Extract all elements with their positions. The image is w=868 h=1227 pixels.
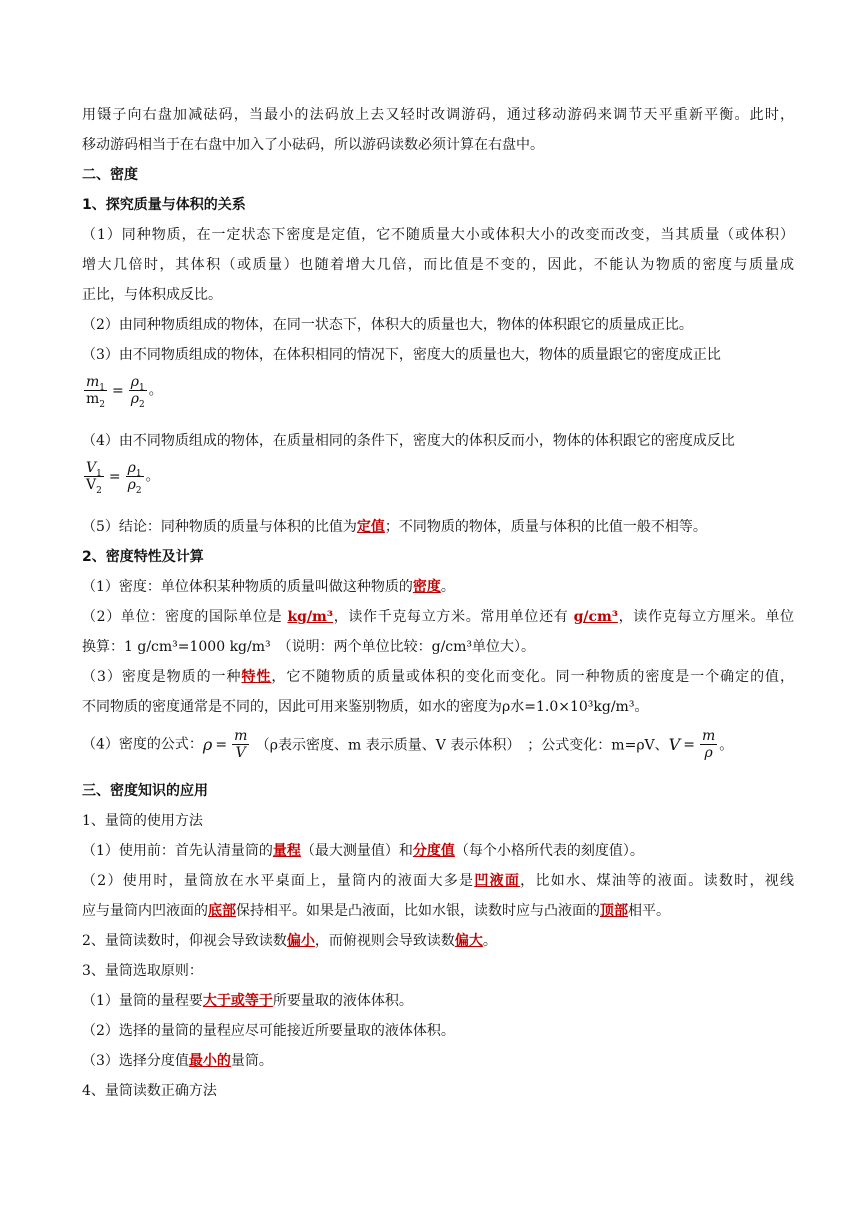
section-2-2-title: 2、密度特性及计算: [82, 549, 204, 565]
keyword-too-large: 偏大: [454, 933, 483, 949]
keyword-fixed-value: 定值: [356, 519, 385, 535]
s33-p3: （3）选择分度值最小的量筒。: [82, 1053, 273, 1069]
keyword-too-small: 偏小: [286, 933, 315, 949]
s21-p1-line2: 增大几倍时，其体积（或质量）也随着增大几倍，而比值是不变的，因此，不能认为物质的密度与质量成: [82, 257, 794, 273]
s21-p3: （3）由不同物质组成的物体，在体积相同的情况下，密度大的质量也大，物体的质量跟它的密度成正比: [82, 347, 721, 363]
keyword-division: 分度值: [412, 843, 455, 859]
section-2-title: 二、密度: [82, 167, 138, 183]
keyword-concave: 凹液面: [474, 873, 521, 889]
section-3-4-title: 4、量筒读数正确方法: [82, 1083, 217, 1099]
s21-p2: （2）由同种物质组成的物体，在同一状态下，体积大的质量也大，物体的体积跟它的质量成正比。: [82, 317, 693, 333]
keyword-bottom: 底部: [208, 903, 236, 919]
intro-line-1: 用镊子向右盘加减砝码，当最小的法码放上去又轻时改调游码，通过移动游码来调节天平重新平衡。此时，: [82, 107, 794, 123]
section-2-1-title: 1、探究质量与体积的关系: [82, 197, 246, 213]
section-3-1-title: 1、量筒的使用方法: [82, 813, 203, 829]
section-3-2: 2、量筒读数时，仰视会导致读数偏小，而俯视则会导致读数偏大。: [82, 933, 497, 949]
keyword-si-unit: kg/m³: [287, 609, 334, 625]
keyword-top: 顶部: [600, 903, 628, 919]
volume-density-ratio-formula: $\frac{V_1}{V_2}$ = $\frac{\rho_1}{\rho_2}$ 。: [86, 460, 160, 496]
s22-p2-line1: （2）单位：密度的国际单位是 kg/m³，读作千克每立方米。常用单位还有 g/cm³，读作克每立方厘米。单位: [82, 609, 795, 625]
volume-ratio-fraction: $\frac{V_1}{V_2}$: [86, 460, 102, 496]
volume-formula-fraction: $\frac{m}{\rho}$: [701, 728, 716, 761]
keyword-common-unit: g/cm³: [573, 609, 618, 625]
density-ratio-fraction-2: $\frac{\rho_1}{\rho_2}$: [127, 460, 142, 496]
s33-p1: （1）量筒的量程要大于或等于所要量取的液体体积。: [82, 993, 413, 1009]
s22-p3-line2: 不同物质的密度通常是不同的，因此可用来鉴别物质，如水的密度为ρ水=1.0×10³kg/m³。: [82, 699, 649, 715]
s22-p2-line2: 换算：1 g/cm³=1000 kg/m³ （说明：两个单位比较：g/cm³单位大）。: [82, 639, 536, 655]
density-ratio-fraction: $\frac{\rho_1}{\rho_2}$: [130, 374, 145, 410]
keyword-range: 量程: [272, 843, 301, 859]
s21-p4: （4）由不同物质组成的物体，在质量相同的条件下，密度大的体积反而小，物体的体积跟它的密度成反比: [82, 433, 735, 449]
keyword-smallest: 最小的: [188, 1053, 231, 1069]
mass-density-ratio-formula: $\frac{m_1}{m_2}$ = $\frac{\rho_1}{\rho_2}$ 。: [86, 374, 163, 410]
section-3-title: 三、密度知识的应用: [82, 783, 208, 799]
s21-p5: （5）结论：同种物质的质量与体积的比值为定值；不同物质的物体，质量与体积的比值一般不相等。: [82, 519, 707, 535]
s31-p1: （1）使用前：首先认清量筒的量程（最大测量值）和分度值（每个小格所代表的刻度值）。: [82, 843, 644, 859]
density-formula-line: （4）密度的公式：ρ = $\frac{m}{V}$ （ρ表示密度、m 表示质量、V 表示体积） ；公式变化：m=ρV、V = $\frac{m}{\rho}$ 。: [82, 728, 734, 761]
keyword-greater-equal: 大于或等于: [202, 993, 273, 1009]
section-3-3-title: 3、量筒选取原则：: [82, 963, 203, 979]
density-formula-fraction: $\frac{m}{V}$: [234, 728, 248, 761]
s33-p2: （2）选择的量筒的量程应尽可能接近所要量取的液体体积。: [82, 1023, 455, 1039]
keyword-density: 密度: [412, 579, 441, 595]
keyword-property: 特性: [241, 669, 272, 685]
intro-line-2: 移动游码相当于在右盘中加入了小砝码，所以游码读数必须计算在右盘中。: [82, 137, 544, 153]
s31-p2-line2: 应与量筒内凹液面的底部保持相平。如果是凸液面，比如水银，读数时应与凸液面的顶部相平。: [82, 903, 670, 919]
s21-p1-line1: （1）同种物质，在一定状态下密度是定值，它不随质量大小或体积大小的改变而改变，当其质量（或体积）: [82, 227, 794, 243]
s21-p1-line3: 正比，与体积成反比。: [82, 287, 222, 303]
mass-ratio-fraction: $\frac{m_1}{m_2}$: [86, 374, 106, 410]
s31-p2-line1: （2）使用时，量筒放在水平桌面上，量筒内的液面大多是凹液面，比如水、煤油等的液面。读数时，视线: [82, 873, 795, 889]
s22-p3-line1: （3）密度是物质的一种特性，它不随物质的质量或体积的变化而变化。同一种物质的密度是一个确定的值，: [82, 669, 794, 685]
s22-p1: （1）密度：单位体积某种物质的质量叫做这种物质的密度。: [82, 579, 455, 595]
